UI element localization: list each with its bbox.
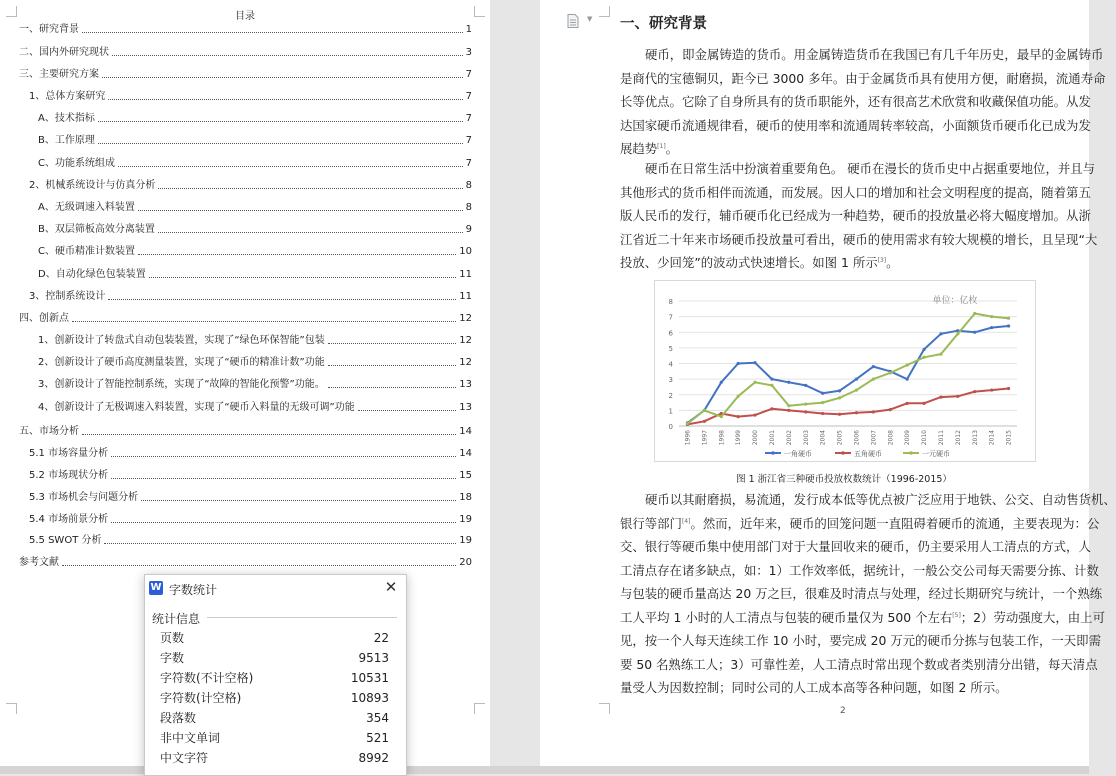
data-point: [906, 402, 909, 405]
text-line: 长等优点。它除了自身所具有的货币职能外，还有很高艺术欣赏和收藏保值功能。从发: [620, 94, 1091, 109]
toc-entry[interactable]: [29, 468, 472, 482]
toc-entry-page: 12: [459, 313, 472, 324]
stat-row: [160, 708, 389, 728]
toc-entry-page: 7: [465, 69, 472, 80]
toc-entry[interactable]: [38, 333, 472, 347]
toc-entry-page: 7: [465, 135, 472, 146]
text-segment: 工人平均 1 小时的人工清点与包装的硬币量仅为 500 个左右: [620, 609, 953, 625]
toc-entry-text: 5.3 市场机会与问题分析: [29, 492, 139, 503]
text-line: [620, 488, 1116, 512]
toc-entry-page: 20: [459, 557, 472, 568]
x-tick-label: 2008: [887, 430, 895, 446]
stat-row: [160, 748, 389, 768]
legend-label: 一角硬币: [784, 450, 812, 458]
dot-leader: [111, 477, 456, 479]
document-icon[interactable]: [567, 14, 579, 28]
crop-mark: [599, 6, 610, 17]
data-point: [770, 378, 773, 381]
dot-leader: [118, 165, 463, 167]
x-tick-label: 1996: [684, 430, 692, 446]
stat-value: 10893: [350, 691, 389, 705]
y-tick-label: 7: [668, 313, 673, 322]
toc-entry-page: 11: [459, 269, 472, 280]
toc-entry[interactable]: [38, 133, 472, 147]
text-segment: ；2）劳动强度大，由上可: [960, 609, 1105, 625]
toc-entry-text: 二、国内外研究现状: [19, 47, 109, 58]
data-point: [872, 410, 875, 413]
data-point: [703, 409, 706, 412]
stat-value: 521: [366, 731, 389, 745]
text-line: [620, 676, 1068, 700]
toc-entry[interactable]: [38, 267, 472, 281]
data-point: [872, 378, 875, 381]
text-segment: 展趋势: [620, 141, 658, 156]
dot-leader: [158, 231, 463, 233]
dot-leader: [102, 76, 463, 78]
data-point: [753, 413, 756, 416]
x-tick-label: 2012: [954, 430, 962, 446]
citation: [4]: [681, 517, 691, 525]
data-point: [720, 415, 723, 418]
text-segment: 与包装的硬币量高达 20 万之巨，很难及时清点与处理，经过长期研究与统计，一个熟练: [620, 586, 1103, 601]
data-point: [838, 389, 841, 392]
toc-entry-text: 一、研究背景: [19, 24, 79, 35]
x-tick-label: 2014: [988, 430, 996, 446]
text-segment: 。: [886, 255, 899, 270]
section-heading: 一、研究背景: [620, 16, 707, 32]
dot-leader: [82, 31, 463, 33]
series-line: [688, 326, 1009, 423]
x-tick-label: 2003: [802, 430, 810, 446]
line-chart: [655, 281, 1035, 461]
crop-mark: [599, 703, 610, 714]
data-point: [855, 411, 858, 414]
dot-leader: [72, 320, 456, 322]
toc-entry[interactable]: [19, 22, 472, 36]
toc-entry-text: 5.5 SWOT 分析: [29, 535, 102, 546]
dot-leader: [98, 142, 463, 144]
stat-row: [160, 648, 389, 668]
data-point: [922, 348, 925, 351]
close-icon[interactable]: ✕: [384, 578, 398, 596]
data-point: [787, 409, 790, 412]
text-line: [620, 512, 1100, 536]
x-tick-label: 2002: [785, 430, 793, 446]
toc-entry-page: 19: [459, 514, 472, 525]
text-line: 其他形式的货币相伴而流通，而发展。因人口的增加和社会文明程度的提高，随着第五: [620, 184, 1091, 200]
x-tick-label: 2001: [768, 430, 776, 446]
toc-entry-text: 5.4 市场前景分析: [29, 514, 109, 525]
dot-leader: [328, 364, 457, 366]
toc-entry-text: 2、创新设计了硬币高度测量装置，实现了“硬币的精准计数”功能: [38, 357, 325, 368]
dot-leader: [138, 253, 456, 255]
stat-label: 字符数(计空格): [160, 691, 242, 705]
toc-entry-text: 2、机械系统设计与仿真分析: [29, 180, 156, 191]
data-point: [1007, 324, 1010, 327]
toc-entry-text: 5.2 市场现状分析: [29, 470, 109, 481]
citation: [3]: [877, 256, 887, 264]
toc-title: 目录: [235, 11, 255, 22]
text-segment: 见，按一个人每天连续工作 10 小时，要完成 20 万元的硬币分拣与包装工作，一天即需: [620, 633, 1101, 648]
text-line: [620, 582, 1103, 606]
data-point: [1007, 387, 1010, 390]
text-line: 硬币，即金属铸造的货币。用金属铸造货币在我国已有几千年历史，最早的金属铸币: [645, 47, 1104, 62]
toc-entry-page: 15: [459, 470, 472, 481]
stat-value: 8992: [358, 751, 389, 765]
y-tick-label: 4: [668, 360, 673, 369]
stat-row: [160, 728, 389, 748]
dot-leader: [62, 564, 456, 566]
toc-entry-page: 19: [459, 535, 472, 546]
y-tick-label: 6: [668, 329, 673, 338]
toc-entry-page: 10: [459, 246, 472, 257]
dot-leader: [328, 386, 457, 388]
text-line: [620, 629, 1101, 653]
y-tick-label: 5: [668, 344, 673, 353]
toc-entry[interactable]: [19, 67, 472, 81]
toc-entry-page: 7: [465, 91, 472, 102]
data-point: [872, 365, 875, 368]
stat-label: 非中文单词: [160, 731, 221, 745]
x-tick-label: 2010: [921, 430, 929, 446]
toc-entry-page: 8: [465, 202, 472, 213]
data-point: [686, 422, 689, 425]
toc-entry[interactable]: [19, 555, 472, 569]
toc-entry-page: 11: [459, 291, 472, 302]
toc-entry-text: 1、总体方案研究: [29, 91, 106, 102]
x-tick-label: 2004: [819, 430, 827, 446]
crop-mark: [474, 703, 485, 714]
dot-leader: [104, 542, 456, 544]
dot-leader: [328, 342, 457, 344]
toc-entry[interactable]: [38, 400, 472, 414]
data-point: [720, 381, 723, 384]
data-point: [753, 361, 756, 364]
section-divider: [207, 617, 397, 618]
data-point: [787, 404, 790, 407]
toc-entry[interactable]: [38, 355, 472, 369]
y-tick-label: 1: [668, 407, 673, 416]
data-point: [990, 388, 993, 391]
data-point: [973, 312, 976, 315]
x-tick-label: 1999: [735, 430, 743, 446]
toc-entry[interactable]: [29, 289, 472, 303]
citation: [1]: [657, 142, 666, 150]
x-tick-label: 2000: [752, 430, 760, 446]
data-point: [737, 415, 740, 418]
legend-label: 五角硬币: [854, 450, 882, 458]
toc-entry-page: 7: [465, 113, 472, 124]
dot-leader: [358, 409, 457, 411]
dot-leader: [111, 455, 456, 457]
data-point: [838, 396, 841, 399]
x-tick-label: 1998: [718, 430, 726, 446]
text-segment: 。: [665, 141, 679, 156]
unit-label: 单位：亿枚: [932, 296, 978, 306]
toc-entry-page: 18: [459, 492, 472, 503]
text-line: [620, 653, 1098, 677]
y-tick-label: 0: [668, 423, 673, 431]
data-point: [906, 378, 909, 381]
data-point: [1007, 317, 1010, 320]
toc-entry[interactable]: [38, 244, 472, 258]
text-line: 是商代的宝德铜贝，距今已 3000 多年。由于金属货币具有使用方便，耐磨损，流通寿命: [620, 70, 1106, 86]
paragraph-1: [620, 43, 1106, 161]
toc-entry-page: 14: [459, 426, 472, 437]
toc-entry-text: 5.1 市场容量分析: [29, 448, 109, 459]
text-segment: 交、银行等硬币集中使用部门对于大量回收来的硬币，仍主要采用人工清点的方式，人: [620, 539, 1091, 554]
stat-label: 中文字符: [160, 751, 209, 765]
toc-entry-page: 12: [459, 357, 472, 368]
dot-leader: [108, 298, 456, 300]
figure-caption: 图 1 浙江省三种硬币投放枚数统计（1996-2015）: [736, 474, 952, 485]
data-point: [804, 384, 807, 387]
x-tick-label: 2005: [836, 430, 844, 446]
legend-label: 一元硬币: [922, 450, 950, 458]
text-line: 江省近二十年来市场硬币投放量可看出，硬币的使用需求有较大规模的增长，且呈现“大: [620, 231, 1098, 247]
text-segment: 要 50 名熟练工人；3）可靠性差，人工清点时常出现个数或者类别清分出错，每天清点: [620, 656, 1098, 672]
chart-figure: [654, 280, 1036, 462]
toc-entry-page: 13: [459, 379, 472, 390]
text-segment: 投放、少回笼”的波动式快速增长。如图 1 所示: [620, 255, 878, 270]
legend-marker: [771, 451, 775, 455]
toc-entry[interactable]: [38, 200, 472, 214]
stat-label: 段落数: [160, 711, 197, 725]
x-tick-label: 2015: [1005, 430, 1013, 446]
text-line: 版人民币的发行，辅币硬币化已经成为一种趋势，硬币的投放量必将大幅度增加。从浙: [620, 208, 1091, 223]
x-tick-label: 2007: [870, 430, 878, 446]
y-tick-label: 8: [668, 298, 673, 306]
toc-entry-text: A、技术指标: [38, 113, 95, 124]
data-point: [737, 362, 740, 365]
document-page: [540, 0, 1116, 766]
text-line: 达国家硬币流通规律看，硬币的使用率和流通周转率较高，小面额货币硬币化已成为发: [620, 117, 1091, 133]
data-point: [889, 408, 892, 411]
text-segment: 硬币以其耐磨损，易流通，发行成本低等优点被广泛应用于地铁、公交、自动售货机、: [645, 492, 1116, 507]
dot-leader: [138, 209, 463, 211]
stat-value: 22: [373, 631, 389, 645]
x-tick-label: 1997: [701, 430, 709, 446]
data-point: [737, 395, 740, 398]
dot-leader: [112, 54, 463, 56]
toc-entry-page: 1: [465, 24, 472, 35]
toc-entry-page: 8: [465, 180, 472, 191]
stat-row: [160, 668, 389, 688]
data-point: [804, 403, 807, 406]
data-point: [889, 371, 892, 374]
toc-entry[interactable]: [19, 311, 472, 325]
word-count-dialog: [144, 574, 407, 776]
text-line: [620, 559, 1099, 583]
toc-entry-text: 三、主要研究方案: [19, 69, 99, 80]
toc-entry-page: 12: [459, 335, 472, 346]
data-point: [770, 407, 773, 410]
citation: [5]: [952, 611, 961, 619]
data-point: [804, 410, 807, 413]
section-label: 统计信息: [152, 612, 201, 626]
dot-leader: [149, 276, 457, 278]
data-point: [906, 363, 909, 366]
toc-entry[interactable]: [19, 424, 472, 438]
data-point: [922, 402, 925, 405]
toc-entry[interactable]: [29, 512, 472, 526]
dot-leader: [158, 187, 462, 189]
toc-entry-text: 1、创新设计了转盘式自动包装装置，实现了“绿色环保智能”包装: [38, 335, 325, 346]
stat-value: 9513: [358, 651, 389, 665]
stat-label: 页数: [160, 631, 185, 645]
data-point: [973, 390, 976, 393]
x-tick-label: 2013: [971, 430, 979, 446]
toc-entry-text: 四、创新点: [19, 313, 69, 324]
dialog-title: 字数统计: [169, 583, 218, 597]
toc-entry[interactable]: [38, 111, 472, 125]
text-segment: 银行等部门: [620, 515, 682, 531]
data-point: [838, 413, 841, 416]
toc-entry-text: 参考文献: [19, 557, 59, 568]
x-tick-label: 2011: [937, 430, 945, 446]
toc-entry[interactable]: [38, 377, 472, 391]
toc-entry-text: 4、创新设计了无极调速入料装置，实现了“硬币入料量的无级可调”功能: [38, 402, 355, 413]
y-tick-label: 3: [668, 376, 673, 385]
data-point: [855, 378, 858, 381]
x-tick-label: 2009: [904, 430, 912, 446]
data-point: [973, 331, 976, 334]
crop-mark: [6, 703, 17, 714]
toc-entry-page: 9: [465, 224, 472, 235]
data-point: [990, 315, 993, 318]
text-segment: 工清点存在诸多缺点，如：1）工作效率低，据统计，一般公交公司每天需要分拣、计数: [620, 562, 1099, 578]
toc-entry-text: A、无级调速入料装置: [38, 202, 135, 213]
text-line: [620, 251, 1068, 275]
toc-entry-text: B、工作原理: [38, 135, 95, 146]
stat-label: 字数: [160, 651, 185, 665]
data-point: [855, 388, 858, 391]
data-point: [956, 332, 959, 335]
toc-entry-page: 3: [465, 47, 472, 58]
data-point: [703, 420, 706, 423]
legend-marker: [841, 451, 845, 455]
text-line: [620, 535, 1091, 559]
stat-label: 字符数(不计空格): [160, 671, 254, 685]
toc-entry-text: C、功能系统组成: [38, 158, 115, 169]
series-line: [688, 314, 1009, 424]
stat-row: [160, 688, 389, 708]
toc-entry[interactable]: [29, 178, 472, 192]
data-point: [770, 384, 773, 387]
dot-leader: [141, 499, 456, 501]
toc-entry-text: C、硬币精准计数装置: [38, 246, 135, 257]
x-tick-label: 2006: [853, 430, 861, 446]
data-point: [956, 395, 959, 398]
toc-entry[interactable]: [38, 222, 472, 236]
toc-entry[interactable]: [19, 45, 472, 59]
paragraph-3: [620, 488, 1116, 700]
toc-entry-text: B、双层筛板高效分离装置: [38, 224, 155, 235]
toc-entry[interactable]: [38, 156, 472, 170]
stat-row: [160, 628, 389, 648]
toc-entry-page: 7: [465, 158, 472, 169]
toc-entry-page: 13: [459, 402, 472, 413]
data-point: [821, 401, 824, 404]
text-segment: 量受人为因数控制；同时公司的人工成本高等各种问题，如图 2 所示。: [620, 680, 1008, 695]
dot-leader: [82, 433, 456, 435]
data-point: [821, 392, 824, 395]
wps-writer-icon: W: [150, 582, 162, 593]
toc-entry[interactable]: [29, 89, 472, 103]
y-tick-label: 2: [668, 391, 673, 400]
dot-leader: [111, 521, 456, 523]
toc-entry-text: 3、创新设计了智能控制系统，实现了“故障的智能化预警”功能。: [38, 379, 325, 390]
dot-leader: [98, 120, 463, 122]
data-point: [922, 356, 925, 359]
text-segment: 。然而，近年来，硬币的回笼问题一直阻碍着硬币的流通，主要表现为：公: [690, 515, 1100, 531]
dot-leader: [108, 98, 462, 100]
toc-entry-text: 3、控制系统设计: [29, 291, 106, 302]
text-line: 硬币在日常生活中扮演着重要角色。 硬币在漫长的货币史中占据重要地位，并且与: [645, 161, 1096, 176]
page-number: 2: [840, 706, 846, 716]
stat-value: 354: [366, 711, 389, 725]
toc-entry[interactable]: [29, 446, 472, 460]
paragraph-2: [620, 157, 1098, 275]
legend-marker: [909, 451, 913, 455]
data-point: [939, 395, 942, 398]
chevron-down-icon[interactable]: ▼: [587, 15, 593, 23]
data-point: [939, 353, 942, 356]
toc-entry[interactable]: [29, 490, 472, 504]
toc-entry[interactable]: [29, 533, 472, 547]
toc-entry-text: 五、市场分析: [19, 426, 79, 437]
toc-entry-page: 14: [459, 448, 472, 459]
data-point: [821, 412, 824, 415]
text-line: [620, 606, 1105, 630]
data-point: [990, 326, 993, 329]
data-point: [787, 381, 790, 384]
data-point: [753, 381, 756, 384]
stat-value: 10531: [350, 671, 389, 685]
data-point: [939, 332, 942, 335]
toc-entry-text: D、自动化绿色包装装置: [38, 269, 146, 280]
